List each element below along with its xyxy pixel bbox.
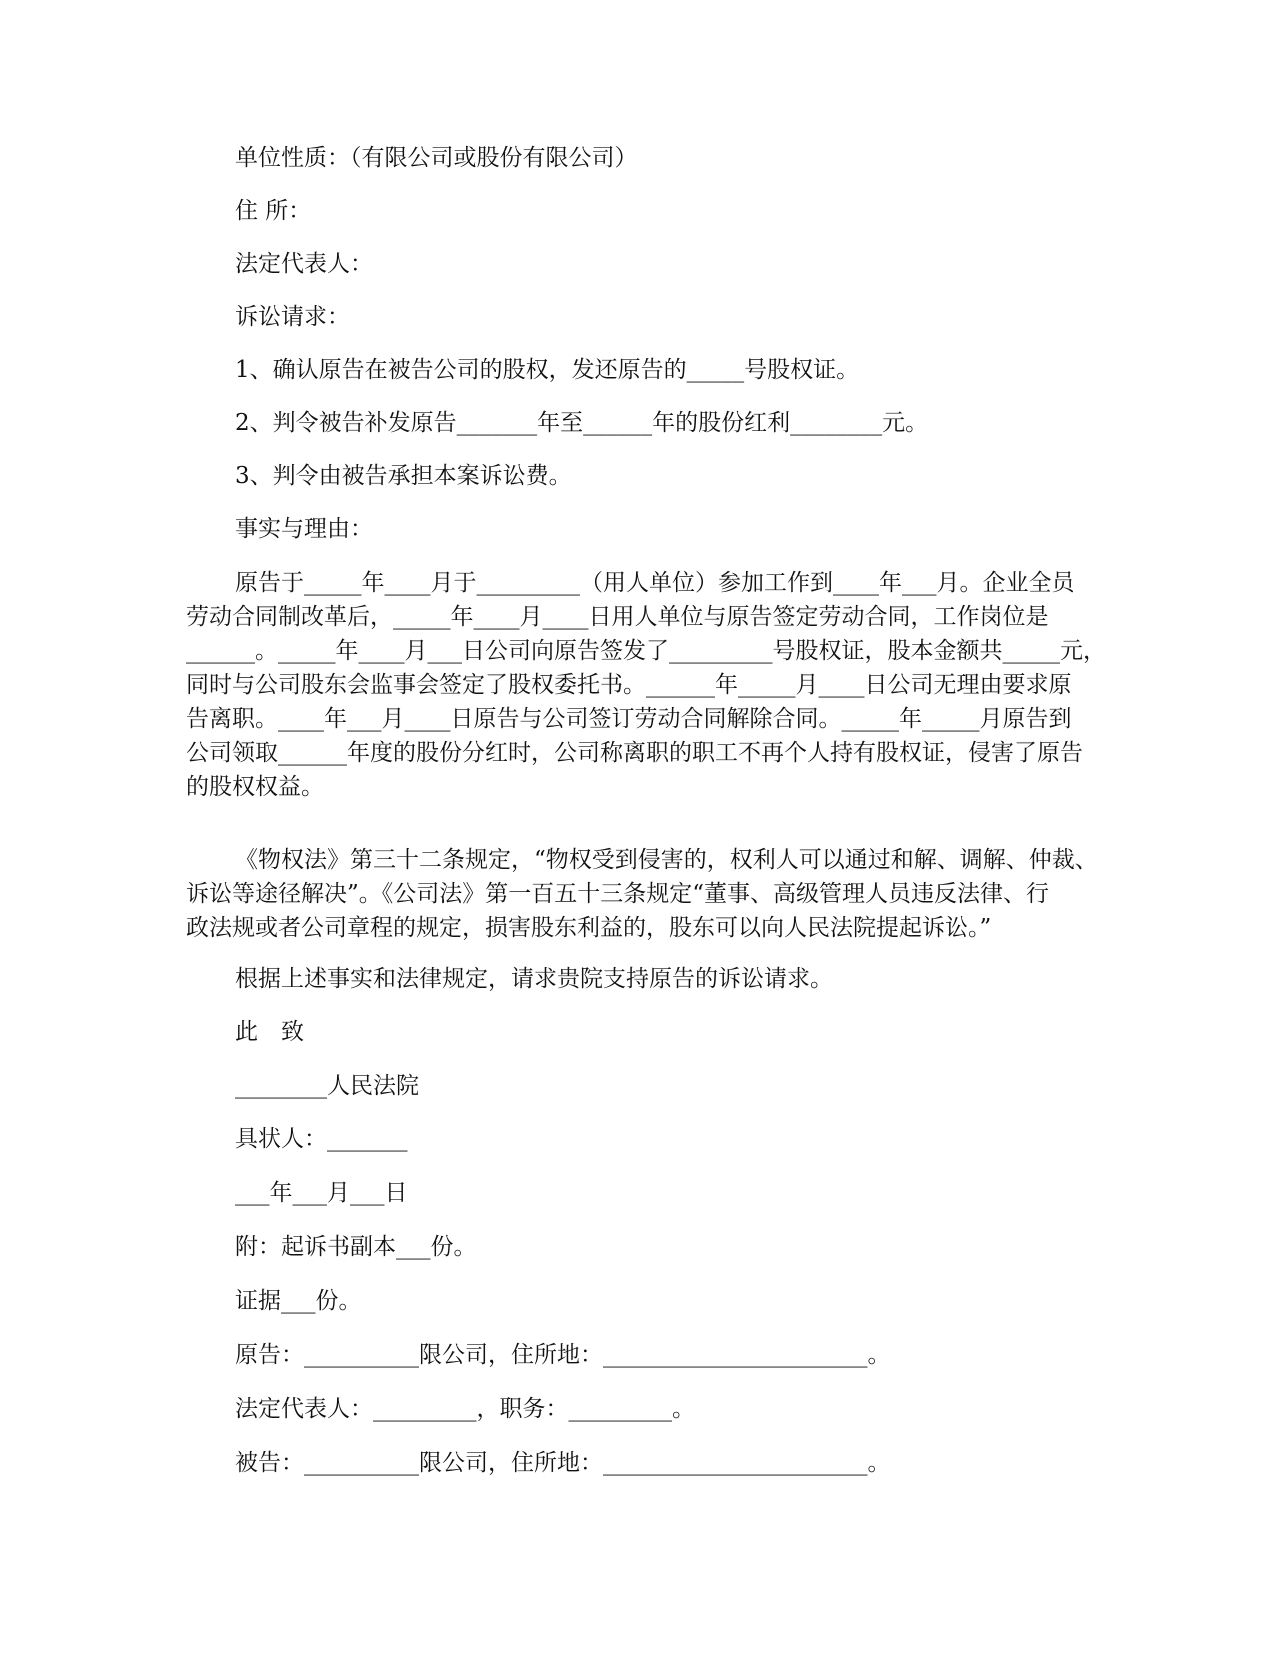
claim-item-2: 2、判令被告补发原告_______年至______年的股份红利________元。 — [235, 410, 929, 436]
plaintiff-line: 原告：__________限公司，住所地：_______________________。 — [235, 1342, 891, 1368]
facts-line: ______。_____年____月___日公司向原告签发了_________号股权证，股本金额共_____元， — [186, 638, 1106, 664]
facts-paragraph — [186, 566, 1106, 804]
date-line: ___年___月___日 — [235, 1180, 408, 1206]
claim-item-3: 3、判令由被告承担本案诉讼费。 — [235, 463, 572, 489]
law-line: 政法规或者公司章程的规定，损害股东利益的，股东可以向人民法院提起诉讼。” — [186, 915, 992, 941]
facts-line: 的股权权益。 — [186, 774, 324, 800]
legal-representative-line: 法定代表人： — [235, 251, 373, 277]
request-conclusion-line: 根据上述事实和法律规定，请求贵院支持原告的诉讼请求。 — [235, 966, 833, 992]
salutation-line: 此 致 — [235, 1019, 304, 1045]
law-line: 《物权法》第三十二条规定，“物权受到侵害的，权利人可以通过和解、调解、仲裁、 — [235, 847, 1098, 873]
facts-line: 原告于_____年____月于_________（用人单位）参加工作到____年___月。企业全员 — [235, 570, 1075, 596]
facts-heading: 事实与理由： — [235, 516, 373, 542]
claims-heading: 诉讼请求： — [235, 304, 350, 330]
address-line: 住 所： — [235, 198, 312, 224]
law-line: 诉讼等途径解决”。《公司法》第一百五十三条规定“董事、高级管理人员违反法律、行 — [186, 881, 1050, 907]
court-line: ________人民法院 — [235, 1073, 419, 1099]
complainant-line: 具状人：_______ — [235, 1126, 408, 1152]
claim-item-1: 1、确认原告在被告公司的股权，发还原告的_____号股权证。 — [235, 357, 860, 383]
facts-line: 劳动合同制改革后，_____年____月____日用人单位与原告签定劳动合同，工作岗位是 — [186, 604, 1049, 630]
attachment-copies-line: 附：起诉书副本___份。 — [235, 1234, 477, 1260]
facts-line: 同时与公司股东会监事会签定了股权委托书。______年_____月____日公司无理由要求原 — [186, 672, 1072, 698]
facts-line: 公司领取______年度的股份分红时，公司称离职的职工不再个人持有股权证，侵害了原告 — [186, 740, 1083, 766]
facts-line: 告离职。____年___月____日原告与公司签订劳动合同解除合同。_____年_____月原告到 — [186, 706, 1072, 732]
plaintiff-representative-line: 法定代表人：_________，职务：_________。 — [235, 1396, 695, 1422]
evidence-line: 证据___份。 — [235, 1288, 362, 1314]
unit-nature-line: 单位性质：（有限公司或股份有限公司） — [235, 145, 638, 171]
law-paragraph — [186, 843, 1098, 945]
defendant-line: 被告：__________限公司，住所地：_______________________。 — [235, 1450, 891, 1476]
